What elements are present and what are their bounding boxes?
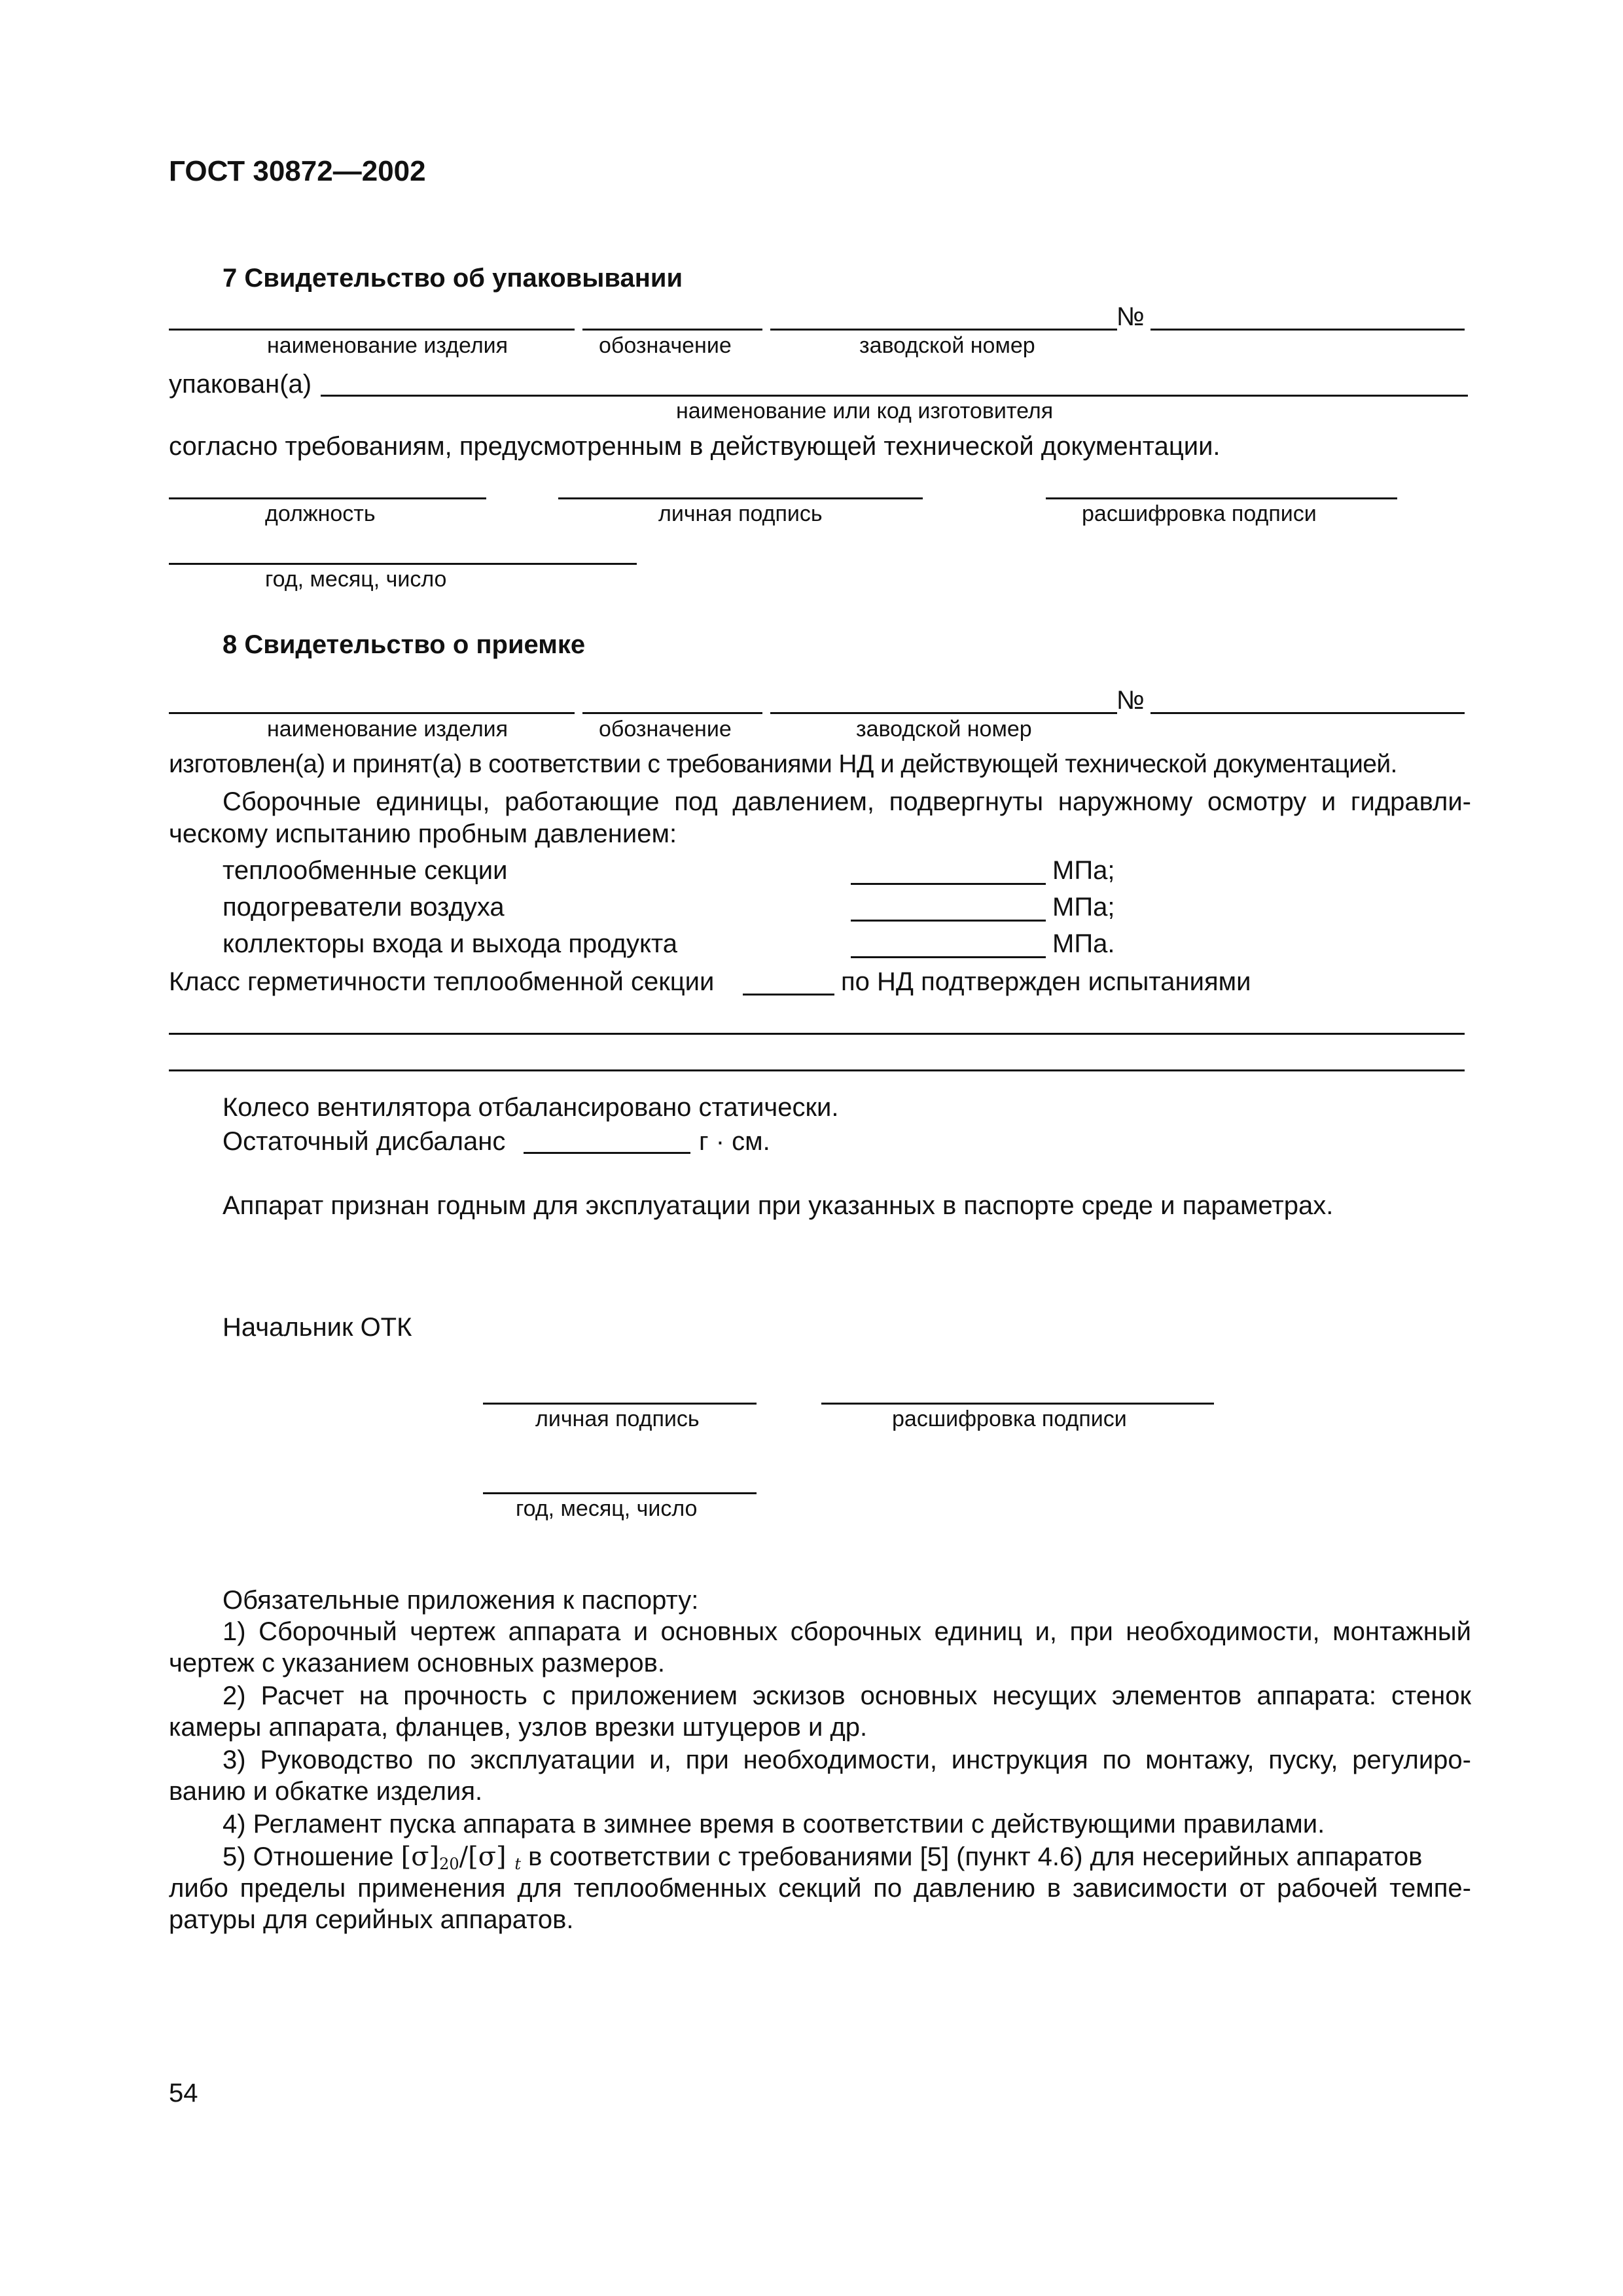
caption-signature-decode: расшифровка подписи [1082, 501, 1317, 526]
serial-number-line[interactable] [770, 329, 1117, 331]
blank-line[interactable] [169, 1069, 1465, 1071]
compliance-text: согласно требованиям, предусмотренным в действующей технической документации. [169, 432, 1221, 461]
signature-line[interactable] [558, 497, 923, 499]
designation-line[interactable] [582, 329, 762, 331]
residual-imbalance-line[interactable] [524, 1152, 690, 1154]
sigma-t-subscript: t [514, 1855, 522, 1873]
number-line[interactable] [1150, 329, 1465, 331]
appendix-2-line2: камеры аппарата, фланцев, узлов врезки штуцеров и др. [169, 1713, 868, 1742]
caption-date: год, месяц, число [516, 1496, 698, 1521]
caption-product-name: наименование изделия [267, 333, 508, 358]
caption-signature: личная подпись [658, 501, 823, 526]
designation-line[interactable] [582, 712, 762, 714]
pressure-item-label: коллекторы входа и выхода продукта [223, 929, 678, 958]
section-8-title: 8 Свидетельство о приемке [223, 630, 586, 659]
pressure-value-line[interactable] [851, 920, 1046, 922]
appendix-5-rest: в соответствии с требованиями [5] (пункт 4.6) для несерийных аппаратов [528, 1842, 1423, 1871]
caption-manufacturer: наименование или код изготовителя [676, 399, 1054, 423]
appendix-1-line2: чертеж с указанием основных размеров. [169, 1649, 665, 1677]
page-number: 54 [169, 2079, 198, 2108]
caption-product-name: наименование изделия [267, 717, 508, 742]
appendix-5-line1 [223, 1844, 1422, 1872]
tightness-class-label: Класс герметичности теплообменной секции [169, 967, 715, 996]
assembly-units-line1: Сборочные единицы, работающие под давлением, подвергнуты наружному осмотру и гидравли- [223, 787, 1471, 816]
date-line[interactable] [169, 563, 637, 565]
pressure-unit: МПа. [1052, 929, 1115, 958]
otk-head-label: Начальник ОТК [223, 1313, 412, 1342]
pressure-item-label: теплообменные секции [223, 856, 508, 885]
pressure-unit: МПа; [1052, 856, 1115, 885]
pressure-item-label: подогреватели воздуха [223, 893, 505, 922]
document-id: ГОСТ 30872—2002 [169, 155, 426, 187]
appendix-3-line1: 3) Руководство по эксплуатации и, при необходимости, инструкция по монтажу, пуску, регулиро- [223, 1746, 1471, 1774]
serial-number-line[interactable] [770, 712, 1117, 714]
appendix-2-line1: 2) Расчет на прочность с приложением эскизов основных несущих элементов аппарата: стенок [223, 1681, 1471, 1710]
caption-signature-decode: расшифровка подписи [892, 1407, 1127, 1431]
appendix-5-prefix: 5) Отношение [223, 1842, 394, 1871]
signature-decode-line[interactable] [821, 1403, 1214, 1405]
caption-serial-number: заводской номер [856, 717, 1032, 742]
product-name-line[interactable] [169, 712, 575, 714]
appendix-5-line2: либо пределы применения для теплообменных секций по давлению в зависимости от рабочей темпе- [169, 1874, 1471, 1903]
sigma-bracket-b: /[σ] [459, 1842, 507, 1872]
date-line[interactable] [483, 1492, 757, 1494]
fan-balanced-text: Колесо вентилятора отбалансировано статически. [223, 1093, 839, 1122]
signature-decode-line[interactable] [1046, 497, 1397, 499]
appendix-1-line1: 1) Сборочный чертеж аппарата и основных сборочных единиц и, при необходимости, монтажный [223, 1617, 1471, 1646]
caption-signature: личная подпись [535, 1407, 700, 1431]
number-line[interactable] [1150, 712, 1465, 714]
assembly-units-line2: ческому испытанию пробным давлением: [169, 819, 677, 848]
signature-line[interactable] [483, 1403, 757, 1405]
manufacturer-line[interactable] [321, 395, 1468, 397]
caption-designation: обозначение [599, 717, 732, 742]
manufactured-text: изготовлен(а) и принят(а) в соответствии с требованиями НД и действующей технической документацией. [169, 750, 1397, 778]
sigma-formula [401, 1842, 521, 1872]
tightness-class-line[interactable] [743, 994, 834, 996]
appendix-5-line3: ратуры для серийных аппаратов. [169, 1905, 574, 1934]
residual-imbalance-label: Остаточный дисбаланс [223, 1127, 506, 1156]
section-7-title: 7 Свидетельство об упаковывании [223, 264, 683, 293]
caption-date: год, месяц, число [265, 567, 447, 592]
caption-designation: обозначение [599, 333, 732, 358]
approved-text: Аппарат признан годным для эксплуатации при указанных в паспорте среде и параметрах. [223, 1191, 1334, 1220]
sigma-subscript: 20 [439, 1855, 459, 1873]
number-sign: № [1116, 302, 1145, 331]
residual-imbalance-unit: г · см. [699, 1127, 770, 1156]
pressure-value-line[interactable] [851, 883, 1046, 885]
number-sign: № [1116, 686, 1145, 715]
pressure-unit: МПа; [1052, 893, 1115, 922]
appendices-title: Обязательные приложения к паспорту: [223, 1586, 699, 1615]
packed-label: упакован(а) [169, 370, 312, 399]
appendix-4: 4) Регламент пуска аппарата в зимнее время в соответствии с действующими правилами. [223, 1810, 1325, 1839]
blank-line[interactable] [169, 1033, 1465, 1035]
sigma-bracket-a: [σ] [401, 1842, 440, 1872]
product-name-line[interactable] [169, 329, 575, 331]
caption-serial-number: заводской номер [859, 333, 1035, 358]
tightness-class-suffix: по НД подтвержден испытаниями [841, 967, 1251, 996]
appendix-3-line2: ванию и обкатке изделия. [169, 1777, 483, 1806]
position-line[interactable] [169, 497, 486, 499]
pressure-value-line[interactable] [851, 956, 1046, 958]
caption-position: должность [265, 501, 376, 526]
